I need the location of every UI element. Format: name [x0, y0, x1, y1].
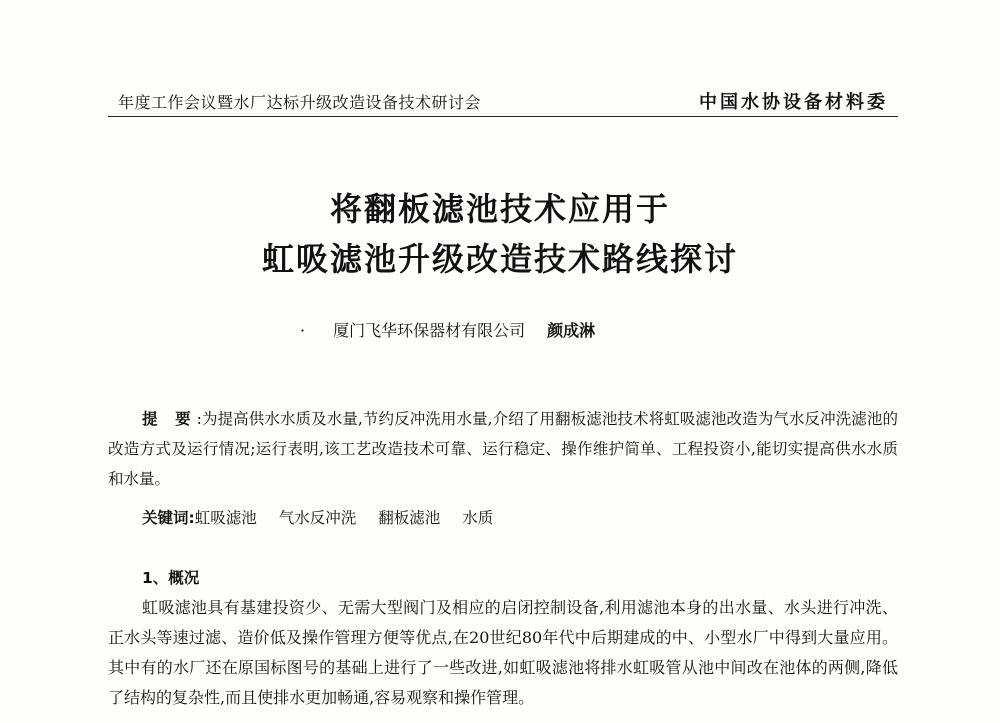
header-divider [108, 116, 898, 117]
author-affiliation: 厦门飞华环保器材有限公司 [333, 321, 526, 340]
keywords-label: 关键词: [142, 509, 195, 527]
paper-title-line-1: 将翻板滤池技术应用于 [329, 190, 670, 228]
running-header-organization: 中国水协设备材料委 [699, 92, 888, 113]
keywords [142, 506, 515, 528]
abstract-label: 提 要 [142, 410, 197, 428]
keyword: 虹吸滤池 [194, 509, 257, 527]
paper-title-line-2: 虹吸滤池升级改造技术路线探讨 [261, 240, 738, 278]
abstract [108, 404, 898, 494]
running-header-conference: 年度工作会议暨水厂达标升级改造设备技术研讨会 [118, 93, 482, 112]
abstract-text: :为提高供水水质及水量,节约反冲洗用水量,介绍了用翻板滤池技术将虹吸滤池改造为气水反冲洗滤池的改造方式及运行情况;运行表明,该工艺改造技术可靠、运行稳定、操作维护简单、工程投资小,能切实提高供水水质和水量。 [108, 410, 898, 488]
byline-bullet: · [300, 321, 306, 340]
keyword: 翻板滤池 [378, 509, 441, 527]
author-name: 颜成淋 [547, 321, 596, 340]
byline [300, 318, 595, 341]
keyword: 气水反冲洗 [278, 509, 357, 527]
section-paragraph: 虹吸滤池具有基建投资少、无需大型阀门及相应的启闭控制设备,利用滤池本身的出水量、水头进行冲洗、正水头等速过滤、造价低及操作管理方便等优点,在20世纪80年代中后期建成的中、小型水厂中得到大量应用。其中有的水厂还在原国标图号的基础上进行了一些改进,如虹吸滤池将排水虹吸管从池中间改在池体的两侧,降低了结构的复杂性,而且使排水更加畅通,容易观察和操作管理。 [108, 598, 898, 707]
keyword: 水质 [462, 509, 494, 527]
section-heading: 1、概况 [142, 569, 200, 587]
